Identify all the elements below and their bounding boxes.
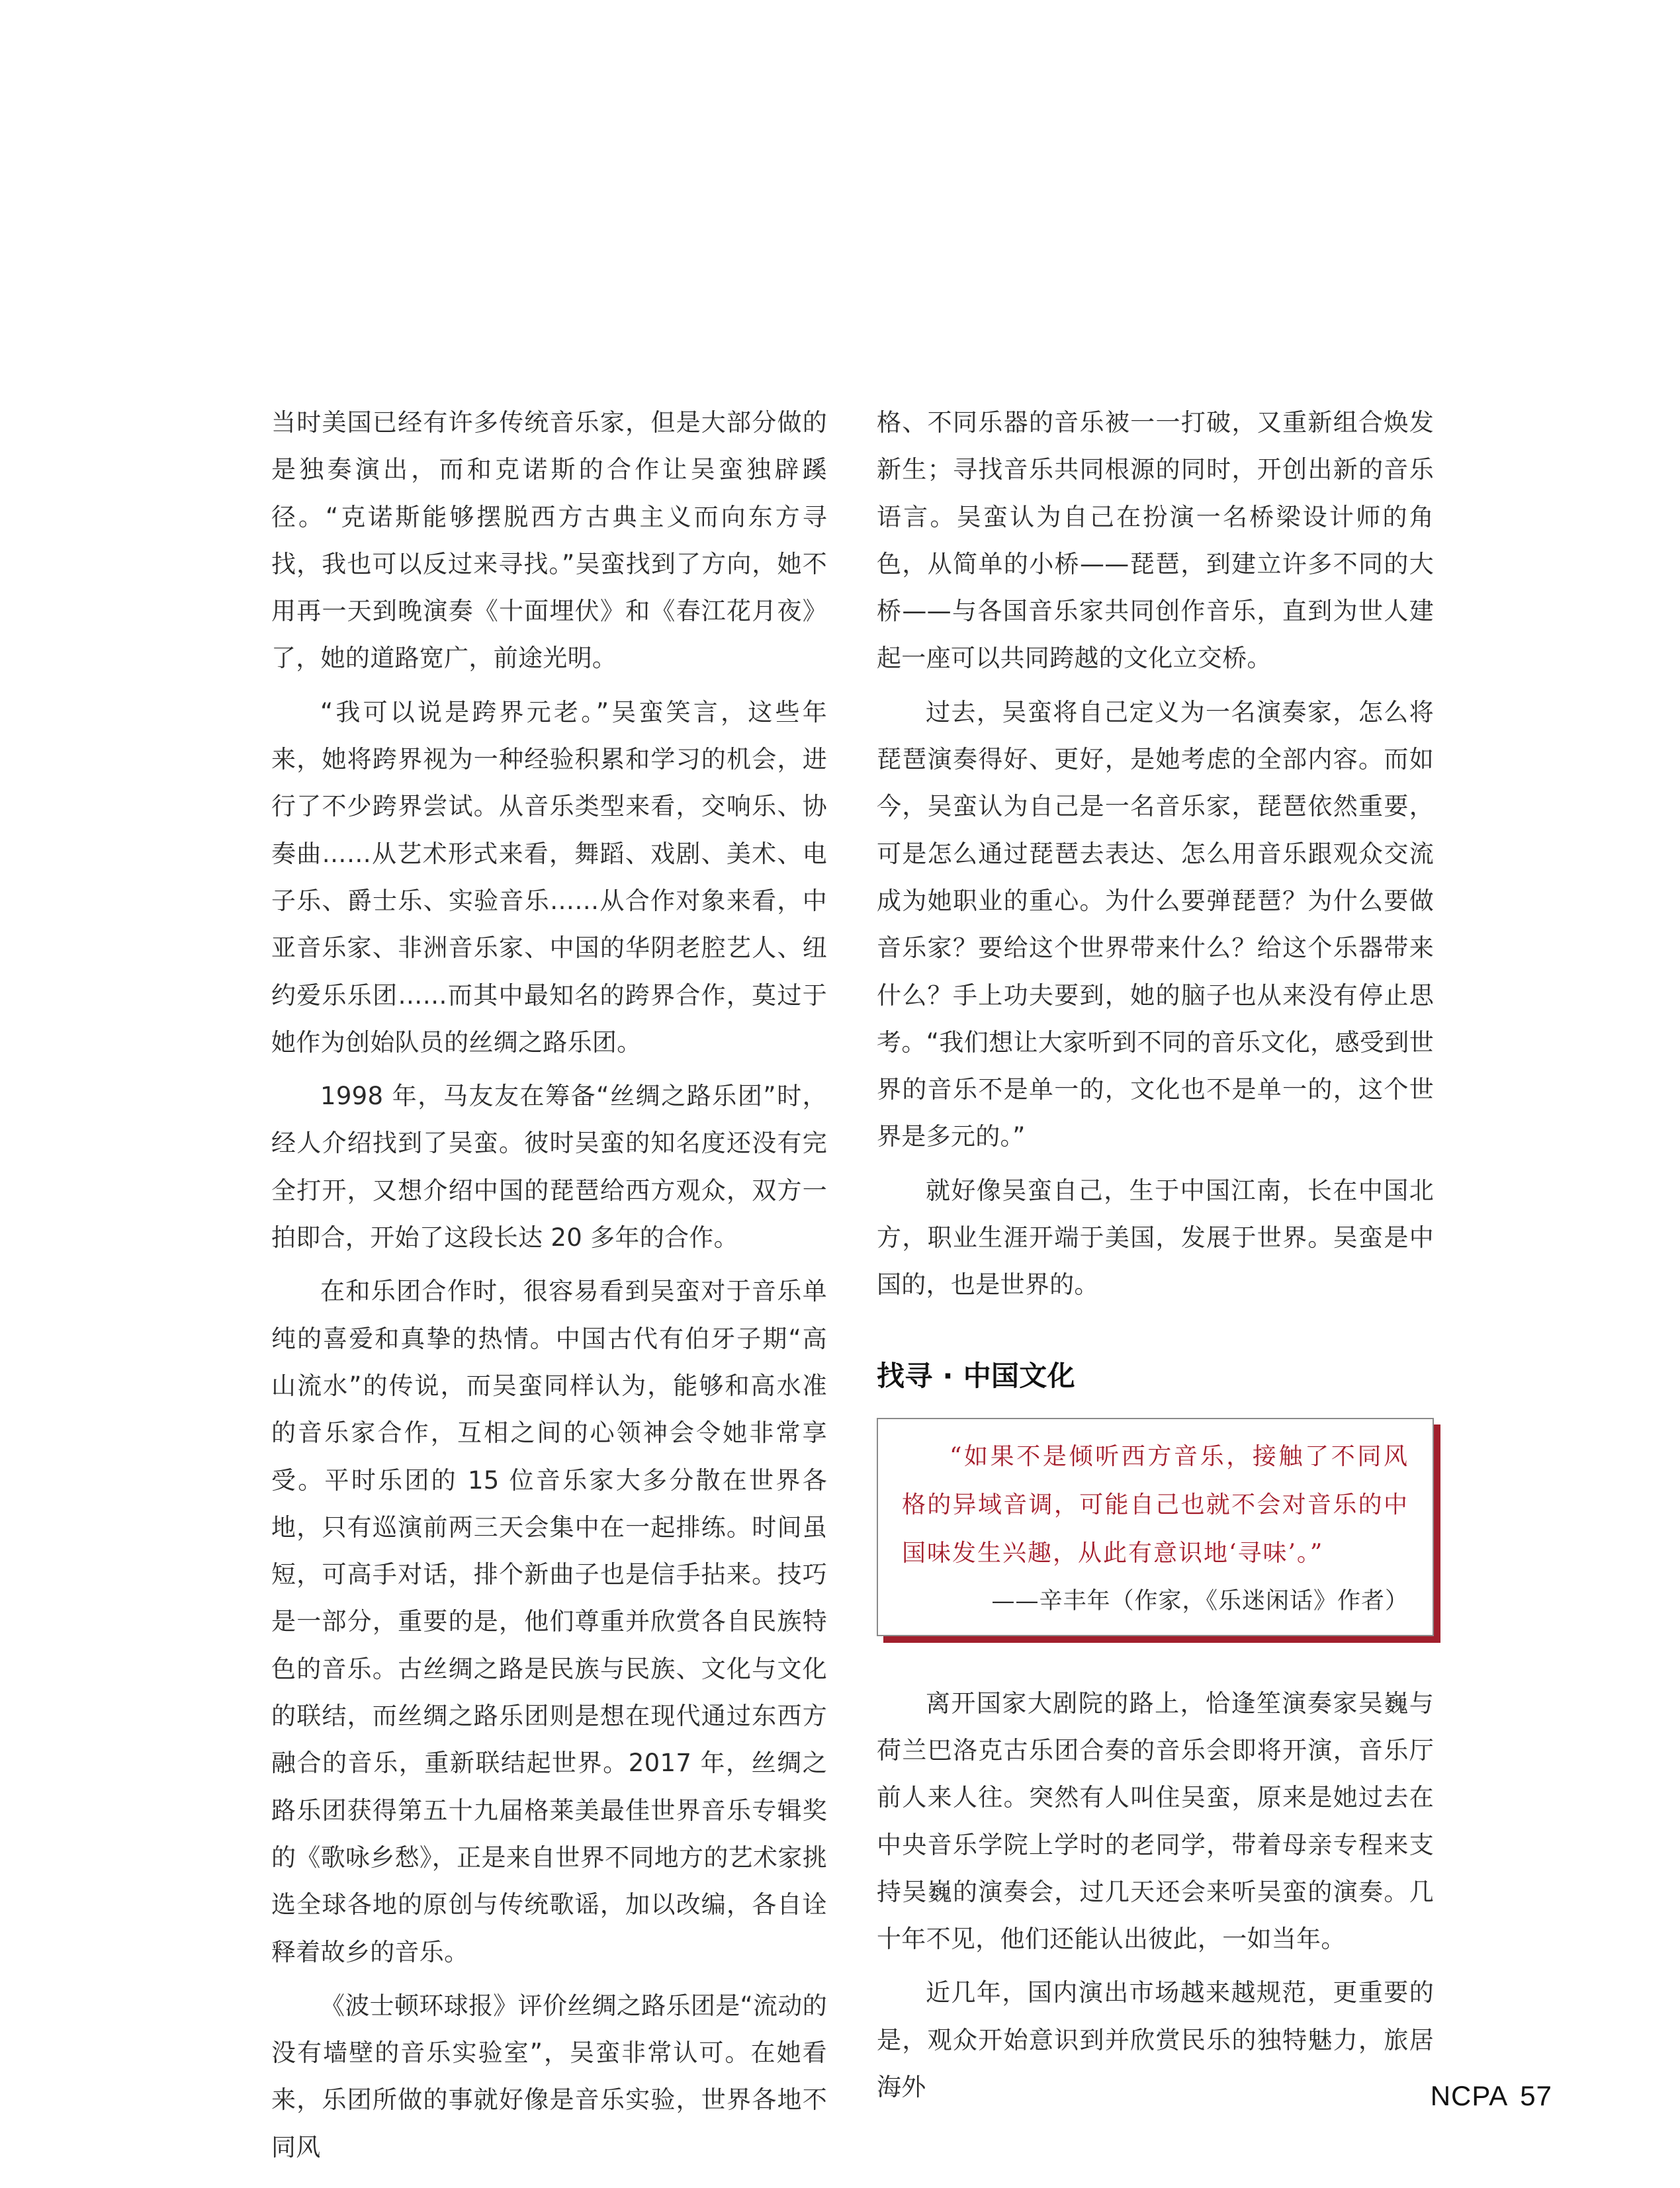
paragraph: 过去，吴蛮将自己定义为一名演奏家，怎么将琵琶演奏得好、更好，是她考虑的全部内容。而如今，吴蛮认为自己是一名音乐家，琵琶依然重要，可是怎么通过琵琶去表达、怎么用音乐跟观众交流成为她职业的重心。为什么要弹琵琶？为什么要做音乐家？要给这个世界带来什么？给这个乐器带来什么？手上功夫要到，她的脑子也从来没有停止思考。“我们想让大家听到不同的音乐文化，感受到世界的音乐不是单一的，文化也不是单一的，这个世界是多元的。” [877,697,1434,1151]
footer-brand: NCPA [1430,2080,1509,2111]
paragraph: 当时美国已经有许多传统音乐家，但是大部分做的是独奏演出，而和克诺斯的合作让吴蛮独辟蹊径。“克诺斯能够摆脱西方古典主义而向东方寻找，我也可以反过来寻找。”吴蛮找到了方向，她不用再一天到晚演奏《十面埋伏》和《春江花月夜》了，她的道路宽广，前途光明。 [271,408,827,673]
section-heading: 找寻 · 中国文化 [877,1359,1075,1392]
paragraph: 《波士顿环球报》评价丝绸之路乐团是“流动的没有墙壁的音乐实验室”，吴蛮非常认可。在她看来，乐团所做的事就好像是音乐实验，世界各地不同风 [271,1991,827,2162]
paragraph: 近几年，国内演出市场越来越规范，更重要的是，观众开始意识到并欣赏民乐的独特魅力，旅居海外 [877,1978,1434,2102]
page-footer [1431,2080,1552,2112]
pull-quote-text: “如果不是倾听西方音乐，接触了不同风格的异域音调，可能自己也就不会对音乐的中国味发生兴趣，从此有意识地‘寻味’。” [902,1442,1409,1567]
left-column [271,399,827,2171]
paragraph: 格、不同乐器的音乐被一一打破，又重新组合焕发新生；寻找音乐共同根源的同时，开创出新的音乐语言。吴蛮认为自己在扮演一名桥梁设计师的角色，从简单的小桥——琵琶，到建立许多不同的大桥——与各国音乐家共同创作音乐，直到为世人建起一座可以共同跨越的文化立交桥。 [877,408,1434,673]
paragraph: 1998 年，马友友在筹备“丝绸之路乐团”时，经人介绍找到了吴蛮。彼时吴蛮的知名度还没有完全打开，又想介绍中国的琵琶给西方观众，双方一拍即合，开始了这段长达 20 多年的合作。 [271,1082,827,1252]
paragraph: 就好像吴蛮自己，生于中国江南，长在中国北方，职业生涯开端于美国，发展于世界。吴蛮是中国的，也是世界的。 [877,1176,1434,1299]
paragraph: 离开国家大剧院的路上，恰逢笙演奏家吴巍与荷兰巴洛克古乐团合奏的音乐会即将开演，音乐厅前人来人往。突然有人叫住吴蛮，原来是她过去在中央音乐学院上学时的老同学，带着母亲专程来支持吴巍的演奏会，过几天还会来听吴蛮的演奏。几十年不见，他们还能认出彼此，一如当年。 [877,1688,1434,1954]
paragraph: 在和乐团合作时，很容易看到吴蛮对于音乐单纯的喜爱和真挚的热情。中国古代有伯牙子期“高山流水”的传说，而吴蛮同样认为，能够和高水准的音乐家合作，互相之间的心领神会令她非常享受。平时乐团的 15 位音乐家大多分散在世界各地，只有巡演前两三天会集中在一起排练。时间虽短，可高手对话，排个新曲子也是信手拈来。技巧是一部分，重要的是，他们尊重并欣赏各自民族特色的音乐。古丝绸之路是民族与民族、文化与文化的联结，而丝绸之路乐团则是想在现代通过东西方融合的音乐，重新联结起世界。2017 年，丝绸之路乐团获得第五十九届格莱美最佳世界音乐专辑奖的《歌咏乡愁》，正是来自世界不同地方的艺术家挑选全球各地的原创与传统歌谣，加以改编，各自诠释着故乡的音乐。 [271,1277,827,1966]
pull-quote-box [877,1418,1434,1636]
pull-quote-attribution: ——辛丰年（作家，《乐迷闲话》作者） [991,1587,1409,1614]
right-column [877,399,1434,2111]
page-number: 57 [1520,2080,1552,2111]
paragraph: “我可以说是跨界元老。”吴蛮笑言，这些年来，她将跨界视为一种经验积累和学习的机会，进行了不少跨界尝试。从音乐类型来看，交响乐、协奏曲……从艺术形式来看，舞蹈、戏剧、美术、电子乐、爵士乐、实验音乐……从合作对象来看，中亚音乐家、非洲音乐家、中国的华阴老腔艺人、纽约爱乐乐团……而其中最知名的跨界合作，莫过于她作为创始队员的丝绸之路乐团。 [271,697,827,1057]
